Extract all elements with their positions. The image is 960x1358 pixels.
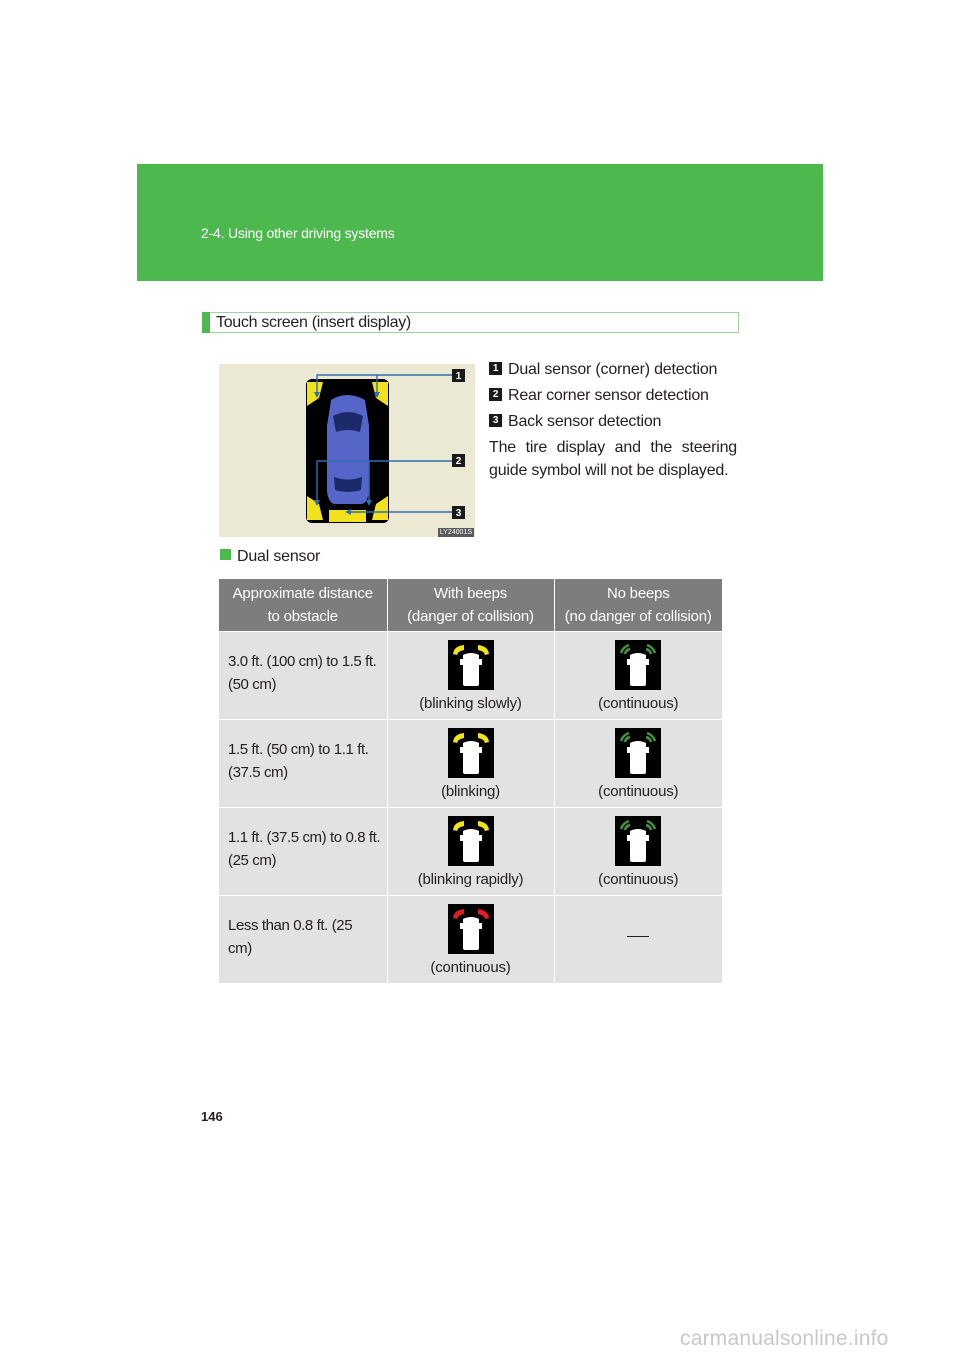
header-no-beeps	[554, 579, 722, 632]
header-distance	[219, 579, 387, 632]
with-beeps-cell	[387, 808, 554, 896]
section-title: 2-4. Using other driving systems	[201, 225, 395, 241]
sensor-table	[219, 579, 722, 983]
legend-number: 2	[489, 388, 502, 401]
no-beeps-cell	[554, 632, 722, 720]
icon-caption: (blinking slowly)	[419, 695, 522, 712]
sensor-display-illustration	[219, 364, 475, 537]
legend-label: Rear corner sensor detection	[508, 387, 709, 404]
subheading-square-icon	[220, 549, 231, 560]
distance-line2: (50 cm)	[228, 676, 277, 693]
legend-item	[489, 358, 737, 384]
distance-cell	[219, 632, 387, 720]
header-with-beeps-line1: With beeps	[433, 585, 508, 602]
icon-caption: (blinking)	[441, 783, 500, 800]
distance-line1: 1.1 ft. (37.5 cm) to 0.8 ft.	[228, 829, 381, 846]
heading-accent-bar	[202, 312, 210, 333]
icon-caption: (blinking rapidly)	[417, 871, 524, 888]
table-row	[219, 720, 722, 808]
header-distance-line2: to obstacle	[267, 608, 338, 625]
icon-caption: (continuous)	[598, 695, 679, 712]
table-row	[219, 808, 722, 896]
illustration-code: LY24001S	[439, 529, 472, 536]
distance-cell	[219, 896, 387, 984]
distance-line1: 3.0 ft. (100 cm) to 1.5 ft.	[228, 653, 377, 670]
header-no-beeps-line1: No beeps	[606, 585, 670, 602]
section-heading-text: Touch screen (insert display)	[216, 314, 411, 331]
distance-line2: (25 cm)	[228, 852, 277, 869]
table-row	[219, 896, 722, 984]
no-beeps-cell	[554, 720, 722, 808]
no-beeps-cell	[554, 808, 722, 896]
yellow-sensor-icon	[448, 728, 494, 778]
header-with-beeps	[387, 579, 554, 632]
green-sensor-icon	[615, 816, 661, 866]
with-beeps-cell	[387, 896, 554, 984]
icon-caption: (continuous)	[598, 783, 679, 800]
icon-caption: (continuous)	[598, 871, 679, 888]
green-sensor-icon	[615, 640, 661, 690]
legend-label: Dual sensor (corner) detection	[508, 361, 718, 378]
table-header-row	[219, 579, 722, 632]
legend-item	[489, 410, 737, 436]
section-heading	[202, 312, 739, 333]
callout-3: 3	[455, 508, 462, 519]
header-band	[137, 164, 823, 281]
legend-item	[489, 384, 737, 410]
header-with-beeps-line2: (danger of collision)	[407, 608, 534, 625]
legend-number: 3	[489, 414, 502, 427]
distance-line1: 1.5 ft. (50 cm) to 1.1 ft.	[228, 741, 369, 758]
distance-line1: Less than 0.8 ft. (25	[228, 917, 353, 934]
subheading	[220, 546, 320, 568]
table-row	[219, 632, 722, 720]
with-beeps-cell	[387, 720, 554, 808]
icon-caption: (continuous)	[430, 959, 511, 976]
page-number: 146	[201, 1109, 223, 1124]
callout-1: 1	[455, 371, 462, 382]
legend-label: Back sensor detection	[508, 413, 662, 430]
callout-2: 2	[455, 456, 462, 467]
distance-line2: cm)	[228, 940, 252, 957]
distance-cell	[219, 720, 387, 808]
legend-note: The tire display and the steering guide symbol will not be displayed.	[489, 439, 737, 479]
legend	[489, 358, 737, 482]
empty-dash	[627, 936, 649, 937]
windshield	[333, 412, 363, 432]
header-no-beeps-line2: (no danger of collision)	[564, 608, 712, 625]
legend-number: 1	[489, 362, 502, 375]
green-sensor-icon	[615, 728, 661, 778]
header-distance-line1: Approximate distance	[232, 585, 373, 602]
yellow-sensor-icon	[448, 640, 494, 690]
subheading-text: Dual sensor	[237, 548, 321, 565]
distance-line2: (37.5 cm)	[228, 764, 288, 781]
no-beeps-cell	[554, 896, 722, 984]
watermark: carmanualsonline.info	[680, 1327, 889, 1350]
yellow-sensor-icon	[448, 816, 494, 866]
with-beeps-cell	[387, 632, 554, 720]
car-sensor-diagram	[219, 364, 475, 537]
red-sensor-icon	[448, 904, 494, 954]
distance-cell	[219, 808, 387, 896]
